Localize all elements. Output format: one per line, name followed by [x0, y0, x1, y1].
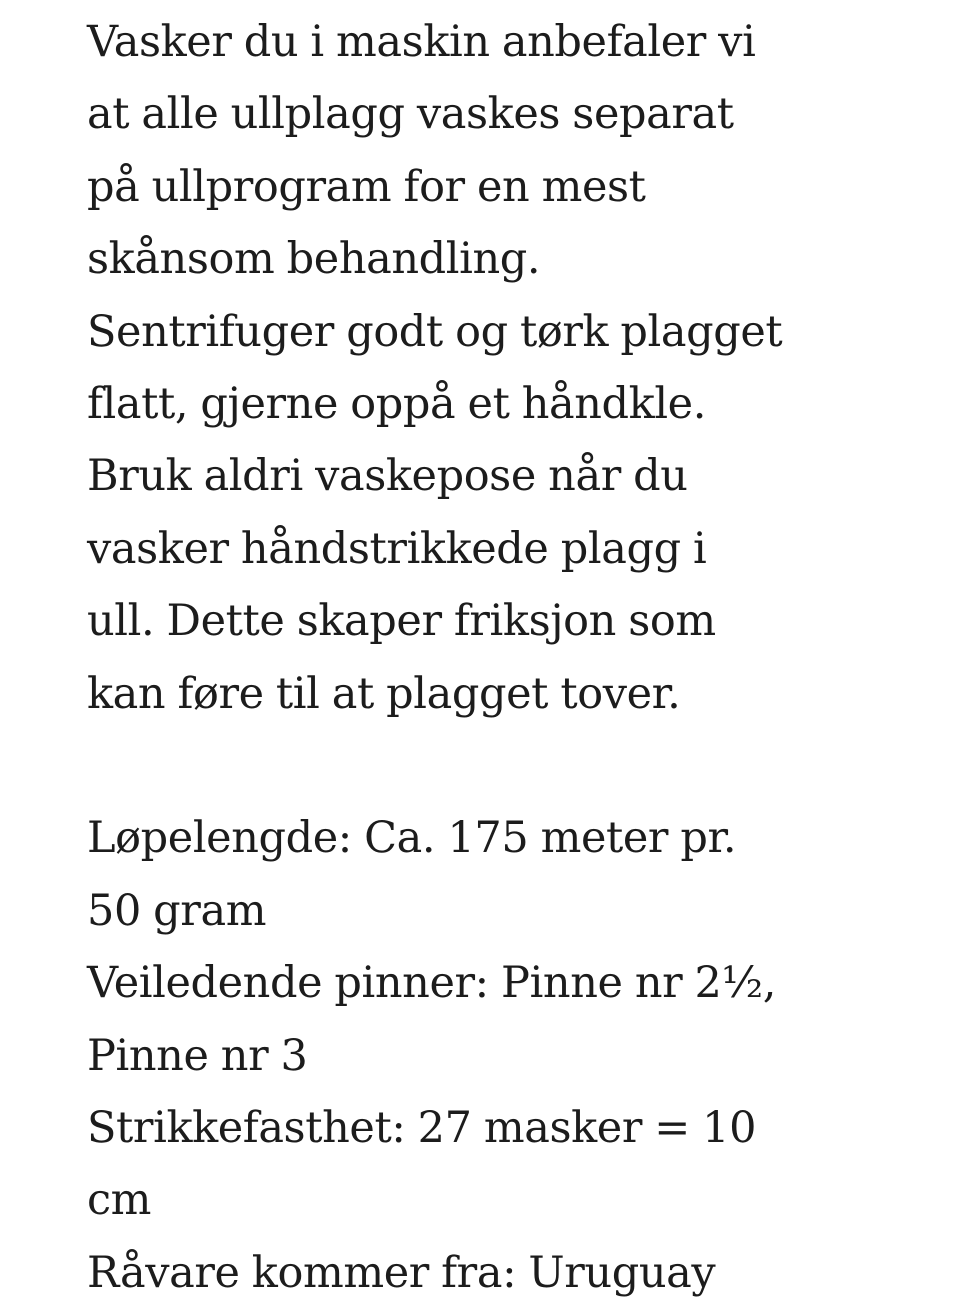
care-text-line: ull. Dette skaper friksjon som: [87, 596, 716, 647]
care-text-line: skånsom behandling.: [87, 234, 541, 285]
care-text-line: vasker håndstrikkede plagg i: [87, 523, 707, 574]
spec-needles-line: Veiledende pinner: Pinne nr 2½,: [87, 958, 777, 1009]
paragraph-spacer: [87, 730, 917, 802]
spec-gauge-line: cm: [87, 1175, 152, 1226]
care-text-line: flatt, gjerne oppå et håndkle.: [87, 379, 706, 430]
care-text-line: Vasker du i maskin anbefaler vi: [87, 17, 756, 67]
care-instructions-paragraph: [87, 6, 917, 730]
spec-needles-line: Pinne nr 3: [87, 1030, 308, 1081]
yarn-specifications: [87, 802, 917, 1309]
spec-origin-line: Råvare kommer fra: Uruguay: [87, 1247, 716, 1298]
care-text-line: på ullprogram for en mest: [87, 161, 646, 212]
care-text-line: Sentrifuger godt og tørk plagget: [87, 306, 783, 357]
spec-gauge-line: Strikkefasthet: 27 masker = 10: [87, 1103, 757, 1154]
product-description: [87, 6, 917, 1309]
care-text-line: kan føre til at plagget tover.: [87, 668, 681, 719]
care-text-line: at alle ullplagg vaskes separat: [87, 89, 734, 140]
spec-yardage-line: 50 gram: [87, 885, 267, 936]
care-text-line: Bruk aldri vaskepose når du: [87, 451, 688, 502]
spec-yardage-line: Løpelengde: Ca. 175 meter pr.: [87, 813, 737, 864]
